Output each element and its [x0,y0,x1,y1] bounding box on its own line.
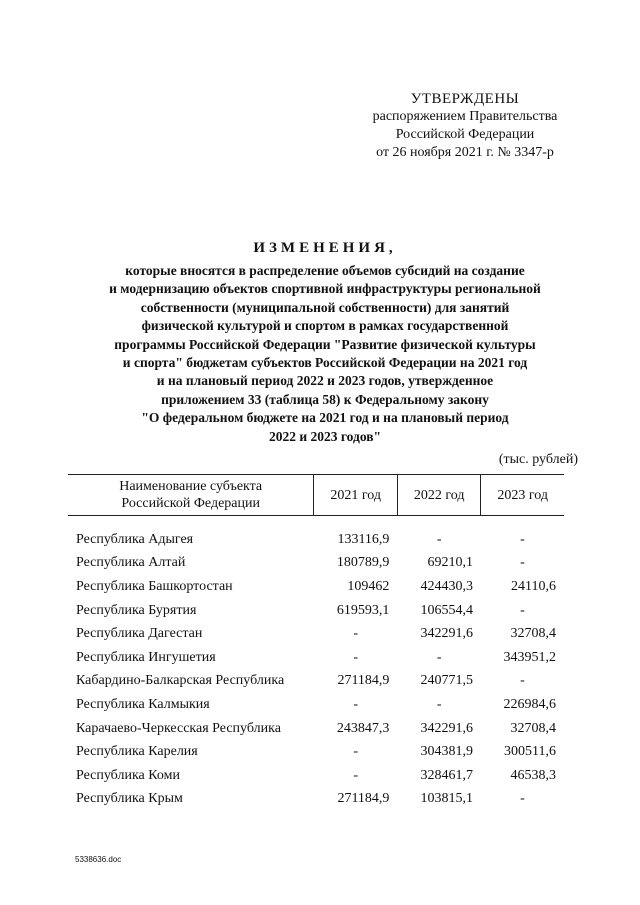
header-name-line-2: Российской Федерации [121,496,260,511]
value-2023-cell: 226984,6 [503,696,556,712]
table-row [68,622,564,646]
region-name-cell: Республика Крым [76,791,183,807]
value-2021-cell: - [353,767,358,783]
region-name-cell: Республика Алтай [76,555,186,571]
header-name-line-1: Наименование субъекта [119,479,263,494]
value-2022-cell: 328461,7 [420,767,473,783]
value-2023-cell: 300511,6 [504,744,556,760]
value-2022-cell: - [436,696,442,712]
value-2022-cell: 69210,1 [427,555,473,571]
table-row [68,552,564,576]
value-2022-cell: 103815,1 [420,791,473,807]
title-line: и модернизацию объектов спортивной инфраструктуры региональной [109,281,541,297]
value-2023-cell: - [520,602,525,618]
region-name-cell: Республика Башкортостан [76,578,233,594]
value-2021-cell: 619593,1 [336,602,390,618]
table-row [68,717,564,741]
title-main: ИЗМЕНЕНИЯ, [253,240,397,256]
value-2021-cell: - [353,696,358,712]
title-line: приложением 33 (таблица 58) к Федеральному закону [161,391,489,407]
value-2023-cell: 46538,3 [510,767,556,783]
title-line: "О федеральном бюджете на 2021 год и на плановый период [141,410,509,426]
region-name-cell: Кабардино-Балкарская Республика [76,673,285,689]
region-name-cell: Республика Коми [76,767,180,783]
title-line: и на плановый период 2022 и 2023 годов, утвержденное [156,373,494,389]
value-2021-cell: 271184,9 [337,791,390,807]
value-2023-cell: 24110,6 [511,578,556,594]
value-2023-cell: - [520,673,525,689]
region-name-cell: Республика Адыгея [76,531,194,547]
approval-line-1: распоряжением Правительства [372,109,558,124]
column-header-2022: 2022 год [397,475,481,516]
region-name-cell: Республика Калмыкия [76,696,210,712]
value-2023-cell: - [520,531,525,547]
value-2021-cell: 243847,3 [336,720,390,736]
value-2022-cell: 240771,5 [420,673,473,689]
table-row [68,670,564,694]
table-row [68,764,564,788]
value-2022-cell: 342291,6 [420,720,473,736]
title-line: программы Российской Федерации "Развитие физической культуры [114,336,536,352]
value-2021-cell: 133116,9 [337,531,390,547]
approval-line-3: от 26 ноября 2021 г. № 3347-р [376,145,554,160]
table-row [68,740,564,764]
value-2023-cell: 343951,2 [503,649,556,665]
table-row [68,693,564,717]
value-2021-cell: - [353,626,358,642]
value-2022-cell: 424430,3 [420,578,473,594]
approval-line-2: Российской Федерации [395,127,535,142]
region-name-cell: Республика Дагестан [76,626,203,642]
value-2021-cell: - [353,744,358,760]
title-line: и спорта" бюджетам субъектов Российской Федерации на 2021 год [122,355,528,371]
region-name-cell: Карачаево-Черкесская Республика [76,720,281,736]
table-row [68,575,564,599]
document-code: 5338636.doc [75,855,122,864]
region-name-cell: Республика Ингушетия [76,649,216,665]
table-row [68,599,564,623]
value-2022-cell: - [436,531,442,547]
subsidy-table [68,474,564,811]
value-2022-cell: - [436,649,442,665]
approval-heading: УТВЕРЖДЕНЫ [410,91,520,107]
table-spacer [68,516,564,529]
column-header-2021: 2021 год [314,475,398,516]
value-2023-cell: 32708,4 [510,720,556,736]
value-2022-cell: 342291,6 [420,626,473,642]
value-2021-cell: 271184,9 [337,673,390,689]
table-row [68,646,564,670]
table-header-row [68,475,564,516]
value-2022-cell: 106554,4 [420,602,473,618]
approval-block [340,90,590,162]
value-2021-cell: 180789,9 [336,555,390,571]
document-title [40,238,610,446]
value-2023-cell: - [520,791,525,807]
region-name-cell: Республика Бурятия [76,602,197,618]
value-2021-cell: 109462 [347,578,390,594]
value-2021-cell: - [353,649,358,665]
value-2022-cell: 304381,9 [420,744,473,760]
table-row [68,528,564,552]
unit-label: (тыс. рублей) [498,452,578,467]
value-2023-cell: - [520,555,525,571]
value-2023-cell: 32708,4 [510,626,556,642]
title-line: физической культурой и спортом в рамках государственной [141,318,509,334]
column-header-name [68,475,314,516]
region-name-cell: Республика Карелия [76,744,198,760]
column-header-2023: 2023 год [481,475,564,516]
title-line: которые вносятся в распределение объемов субсидий на создание [125,263,525,278]
table-body [68,516,564,812]
table-row [68,788,564,812]
title-line: 2022 и 2023 годов" [268,428,382,444]
title-line: собственности (муниципальной собственности) для занятий [140,299,510,315]
